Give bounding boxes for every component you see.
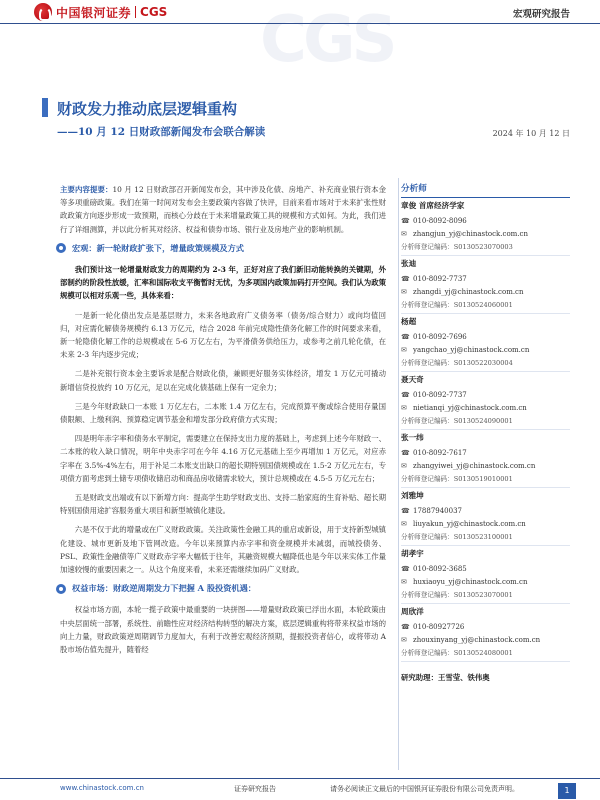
- section-heading-text: 宏观：新一轮财政扩张下，增量政策规模及方式: [72, 242, 244, 253]
- bullet-icon: [56, 243, 66, 253]
- footer-report-label: 证券研究报告: [234, 785, 276, 793]
- analyst-name: 周欣洋: [401, 607, 424, 616]
- bullet-icon: [56, 584, 66, 594]
- paragraph: 六是不仅于此的增量或在广义财政政策。关注政策性金融工具的重启或新设，用于支持新型城镇化建设、城市更新及地下管网改造。今年以来预算内赤字率和资金规模并未减弱，而城投债务、PSL、政策性金融债等广义财政赤字率大幅低于往年，其融资规模大幅降低也是今年以来实体工作量加速较慢的重要因素之一。从这个角度来看，未来还需继续加码广义财政。: [60, 525, 386, 575]
- analyst-phone: 010-80927726: [413, 622, 465, 631]
- phone-icon: ☎: [401, 622, 410, 631]
- analyst-registration: 分析师登记编码：S0130522030004: [401, 359, 513, 367]
- paragraph: 四是明年赤字率和债务水平制定，需要建立在保持支出力度的基础上，考虑到上述今年财政一、二本账的收入缺口情况，明年中央赤字可在今年 4.16 万亿元基础上至少再增加 1 万亿元，对应赤字率在 3.5%-4%左右，用于补足二本账支出缺口的超长期特别国债规模或在 1.5-2 万亿元左右，专项债方面考虑到土储专项债收储启动和商品房收储需求较大，预计总规模或在 4.5-5 万亿元左右；: [60, 434, 386, 483]
- phone-icon: ☎: [401, 390, 410, 399]
- analyst-email[interactable]: zhangdi_yj@chinastock.com.cn: [413, 287, 524, 296]
- logo-english-name: CGS: [140, 5, 168, 19]
- analyst-email-row: [401, 576, 570, 587]
- analyst-phone: 17887940037: [413, 506, 462, 515]
- paragraph: 一是新一轮化债出发点是基层财力，未来各地政府广义债务率（债务/综合财力）或向均值回归，对应需化解债务规模约 6.13 万亿元，结合 2028 年前完成隐性债务化解工作的时间要求来看，新一轮隐债化解工作的总规模或在 5-6 万亿左右，为平滑债务供给压力，或参考之前几轮化债，在未来 2-3 年内逐步完成；: [60, 310, 386, 360]
- email-icon: ✉: [401, 519, 407, 528]
- company-logo: [34, 3, 167, 21]
- analyst-registration: 分析师登记编码：S0130524060001: [401, 301, 513, 309]
- phone-icon: ☎: [401, 216, 410, 225]
- phone-icon: ☎: [401, 506, 410, 515]
- analyst-registration: 分析师登记编码：S0130524090001: [401, 417, 513, 425]
- report-type-label: 宏观研究报告: [512, 9, 570, 20]
- analyst-name: 刘雅坤: [401, 491, 424, 500]
- analyst-email-row: [401, 518, 570, 529]
- email-icon: ✉: [401, 461, 407, 470]
- analyst-phone-row: [401, 273, 570, 284]
- analyst-entry: [401, 256, 570, 314]
- email-icon: ✉: [401, 345, 407, 354]
- email-icon: ✉: [401, 577, 407, 586]
- key-summary-paragraph: [60, 183, 386, 236]
- report-date: 2024 年 10 月 12 日: [492, 129, 570, 138]
- analyst-name: 杨超: [401, 317, 417, 326]
- analyst-phone-row: [401, 621, 570, 632]
- analyst-email[interactable]: zhouxinyang_yj@chinastock.com.cn: [413, 635, 541, 644]
- analyst-phone-row: [401, 389, 570, 400]
- paragraph: 二是补充银行资本金主要诉求是配合财政化债，兼顾更好服务实体经济，增发 1 万亿元可撬动新增信贷投放约 10 万亿元，足以在完成化债基础上保有一定余力；: [60, 369, 386, 392]
- analyst-entry: [401, 488, 570, 546]
- page-title: 财政发力推动底层逻辑重构: [57, 100, 238, 118]
- title-accent-bar: [42, 98, 48, 117]
- paragraph: 五是财政支出端或有以下新增方向：提高学生助学财政支出、支持二胎家庭的生育补贴、超长期特别国债用途扩容服务重大项目和新型城镇化建设。: [60, 493, 386, 516]
- analyst-phone-row: [401, 447, 570, 458]
- analyst-entry: [401, 604, 570, 662]
- analyst-name: 张迪: [401, 259, 417, 268]
- analyst-sidebar: [398, 178, 570, 770]
- website-link[interactable]: www.chinastock.com.cn: [60, 784, 144, 792]
- analyst-email[interactable]: huxiaoyu_yj@chinastock.com.cn: [413, 577, 528, 586]
- analyst-email[interactable]: yangchao_yj@chinastock.com.cn: [413, 345, 530, 354]
- email-icon: ✉: [401, 287, 407, 296]
- analyst-phone: 010-8092-7696: [413, 332, 467, 341]
- analyst-phone: 010-8092-3685: [413, 564, 467, 573]
- analyst-registration: 分析师登记编码：S0130523070003: [401, 243, 513, 251]
- analyst-name: 章俊 首席经济学家: [401, 201, 465, 210]
- analyst-email-row: [401, 634, 570, 645]
- analyst-email-row: [401, 344, 570, 355]
- email-icon: ✉: [401, 403, 407, 412]
- analyst-phone-row: [401, 563, 570, 574]
- key-summary-label: 主要内容提要：: [60, 185, 113, 194]
- key-summary-text: 10 月 12 日财政部召开新闻发布会，其中涉及化债、房地产、补充商业银行资本金等多项重磅政策。我们在第一时间对发布会主要政策内容做了快评，目前来看市场对于未来扩张性财政政策方向逐步形成一致预期，而核心分歧在于未来增量政策工具的规模和方式如何。为此，我们进行了详细测算，并以此分析其对经济、权益和债券市场、银行业及房地产业的影响机制。: [60, 185, 386, 234]
- analyst-email-row: [401, 460, 570, 471]
- analyst-entry: [401, 314, 570, 372]
- analyst-phone-row: [401, 505, 570, 516]
- page-subtitle: ——10 月 12 日财政部新闻发布会联合解读: [57, 126, 266, 138]
- analyst-phone: 010-8092-7737: [413, 390, 467, 399]
- analyst-name: 胡孝宇: [401, 549, 424, 558]
- analyst-entry: [401, 198, 570, 256]
- analyst-email[interactable]: nietianqi_yj@chinastock.com.cn: [413, 403, 527, 412]
- analyst-entry: [401, 430, 570, 488]
- phone-icon: ☎: [401, 448, 410, 457]
- sidebar-heading: 分析师: [401, 178, 570, 198]
- page-number: 1: [558, 783, 576, 799]
- analyst-email[interactable]: zhangyiwei_yj@chinastock.com.cn: [413, 461, 536, 470]
- analyst-phone-row: [401, 331, 570, 342]
- section-heading-macro: [56, 242, 386, 255]
- phone-icon: ☎: [401, 564, 410, 573]
- analyst-email-row: [401, 402, 570, 413]
- email-icon: ✉: [401, 229, 407, 238]
- analyst-phone: 010-8092-8096: [413, 216, 467, 225]
- analyst-registration: 分析师登记编码：S0130523100001: [401, 533, 513, 541]
- analyst-entry: [401, 546, 570, 604]
- analyst-name: 聂天奇: [401, 375, 424, 384]
- analyst-entry: [401, 372, 570, 430]
- analyst-phone: 010-8092-7737: [413, 274, 467, 283]
- main-content: [60, 183, 386, 662]
- analyst-phone: 010-8092-7617: [413, 448, 467, 457]
- page-footer: [0, 778, 600, 800]
- section-heading-text: 权益市场：财政逆周期发力下把握 A 股投资机遇：: [72, 583, 256, 594]
- analyst-phone-row: [401, 215, 570, 226]
- logo-chinese-name: 中国银河证券: [56, 5, 132, 20]
- analyst-registration: 分析师登记编码：S0130519010001: [401, 475, 513, 483]
- research-assistant: 研究助理：王雪莹、铁伟奥: [401, 673, 490, 682]
- analyst-registration: 分析师登记编码：S0130523070001: [401, 591, 513, 599]
- paragraph: 我们预计这一轮增量财政发力的周期约为 2-3 年，正好对应了我们新旧动能转换的关键期，外部制约的阶段性放缓，汇率和国际收支平衡暂时无忧，为多项国内政策加码打开空间。我们认为政策规模可以相对乐观一些，具体来看：: [60, 265, 386, 301]
- page-header: [0, 0, 600, 24]
- phone-icon: ☎: [401, 332, 410, 341]
- section-heading-equity: [56, 582, 386, 595]
- disclaimer-notice: 请务必阅读正文最后的中国银河证券股份有限公司免责声明。: [330, 785, 519, 793]
- cgs-watermark: CGS: [260, 3, 394, 77]
- analyst-registration: 分析师登记编码：S0130524080001: [401, 649, 513, 657]
- logo-divider: [135, 6, 136, 18]
- analyst-email[interactable]: zhangjun_yj@chinastock.com.cn: [413, 229, 528, 238]
- paragraph: 三是今年财政缺口一本账 1 万亿左右，二本账 1.4 万亿左右，完成预算平衡或综合使用存量国债限额、上缴利润、预算稳定调节基金和增发部分政府债方式实现；: [60, 401, 386, 425]
- paragraph: 权益市场方面，本轮一揽子政策中最重要的一块拼图——增量财政政策已浮出水面，本轮政策由中央层面统一部署，系统性、前瞻性应对经济结构转型的解决方案，底层逻辑重构将带来权益市场的向上力量，财政政策逆周期调节力度加大，有利于改善宏观经济预期，提振投资者信心，或将带动 A 股市场估值先提升，随着经: [60, 605, 386, 655]
- analyst-email-row: [401, 286, 570, 297]
- analyst-email[interactable]: liuyakun_yj@chinastock.com.cn: [413, 519, 526, 528]
- galaxy-logo-icon: [34, 3, 52, 21]
- phone-icon: ☎: [401, 274, 410, 283]
- analyst-name: 张一纬: [401, 433, 424, 442]
- analyst-email-row: [401, 228, 570, 239]
- analyst-list: [401, 198, 570, 662]
- email-icon: ✉: [401, 635, 407, 644]
